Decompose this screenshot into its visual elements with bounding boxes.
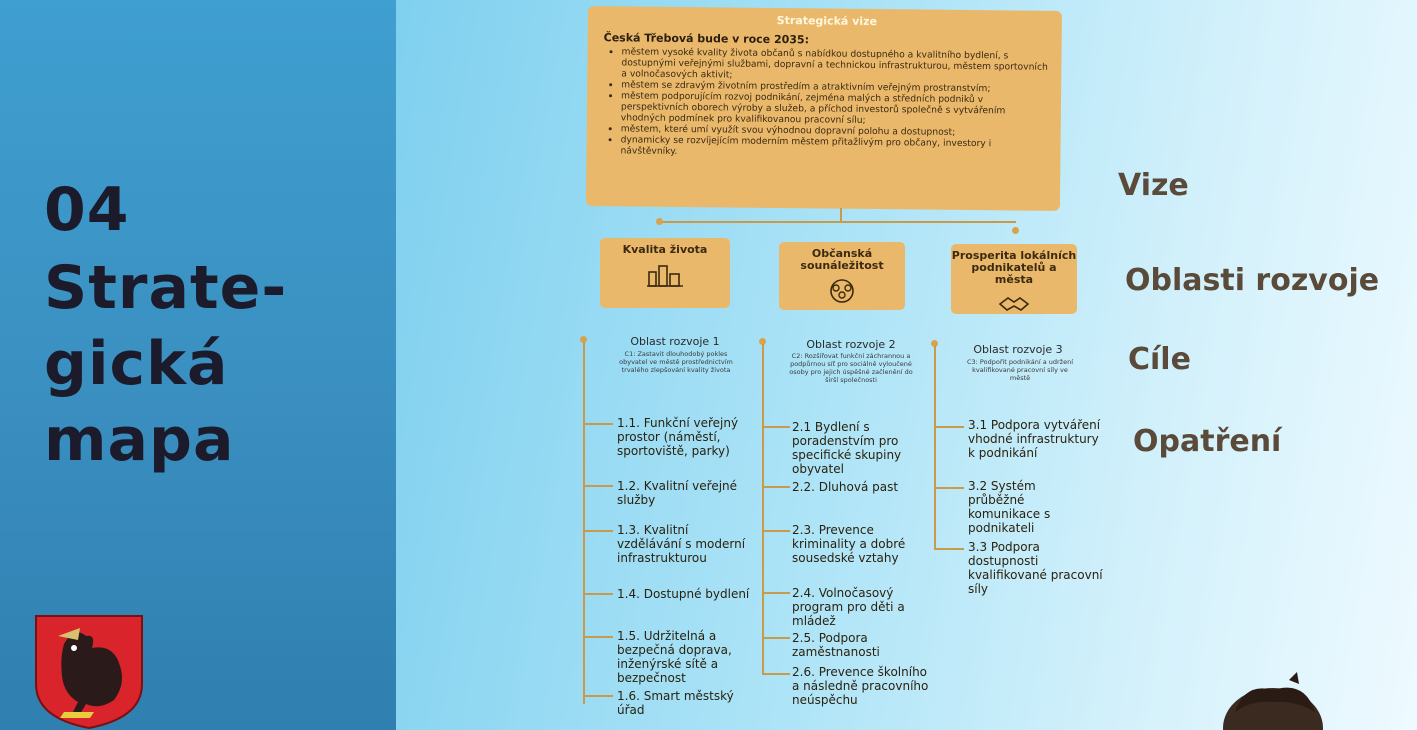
branch [762, 673, 790, 675]
branch [583, 485, 613, 487]
measure-item: 1.1. Funkční veřejný prostor (náměstí, sportoviště, parky) [617, 416, 739, 458]
people-icon [825, 278, 859, 304]
area-label: Kvalita života [622, 243, 708, 256]
column-2-goal: C2: Rozšířovat funkční záchrannou a podpůrnou síť pro sociálně vyloučené osoby pro jejich úspěšné začlenění do širší společnosti [789, 352, 913, 384]
measure-item: 1.6. Smart městský úřad [617, 689, 734, 717]
column-2-heading: Oblast rozvoje 2 [806, 338, 896, 351]
section-number: 04 [44, 175, 130, 245]
column-line-3 [934, 346, 936, 549]
area-box-2 [779, 242, 905, 310]
measure-item: 2.3. Prevence kriminality a dobré sousedské vztahy [792, 523, 906, 565]
branch [762, 426, 790, 428]
branch [762, 637, 790, 639]
vision-bullet: • městem podporujícím rozvoj podnikání, zejména malých a středních podniků v perspektivních oborech výroby a služeb, a příchod investorů společně s vytvářením vhodných podmínek pro kvalifikovanou pracovní sílu; [621, 90, 1049, 127]
area-box-3 [951, 244, 1077, 314]
vision-box [586, 6, 1062, 211]
measure-item: 3.2 Systém průběžné komunikace s podnikateli [968, 479, 1051, 535]
area-box-1 [600, 238, 730, 308]
measure-item: 1.5. Udržitelná a bezpečná doprava, inženýrské sítě a bezpečnost [617, 629, 732, 685]
branch [934, 548, 964, 550]
section-title-line-3: mapa [44, 405, 235, 475]
measure-item: 2.6. Prevence školního a následně pracovního neúspěchu [792, 665, 929, 707]
measure-item: 1.2. Kvalitní veřejné služby [617, 479, 738, 507]
area-label: Prosperita lokálních podnikatelů a města [951, 249, 1077, 286]
branch [762, 530, 790, 532]
measure-item: 3.3 Podpora dostupnosti kvalifikované pracovní síly [968, 540, 1103, 596]
branch [934, 487, 964, 489]
vision-heading: Česká Třebová bude v roce 2035: [603, 31, 810, 47]
left-panel [0, 0, 396, 730]
branch [583, 636, 613, 638]
branch [583, 530, 613, 532]
measure-item: 2.1 Bydlení s poradenstvím pro specifické skupiny obyvatel [792, 420, 902, 476]
side-label-cile: Cíle [1128, 342, 1191, 377]
branch [583, 593, 613, 595]
measure-item: 2.5. Podpora zaměstnanosti [792, 631, 880, 659]
column-3-heading: Oblast rozvoje 3 [973, 343, 1063, 356]
side-label-oblasti: Oblasti rozvoje [1125, 263, 1380, 298]
vision-bullet: • dynamicky se rozvíjejícím moderním městem přitažlivým pro občany, investory i návštěvníky. [620, 134, 1048, 160]
column-3-goal: C3: Podpořit podnikání a udržení kvalifikované pracovní síly ve městě [967, 358, 1073, 382]
connector [840, 208, 842, 222]
vision-bullet: • městem, které umí využít svou výhodnou dopravní polohu a dostupnost; [621, 123, 1049, 138]
side-label-opatreni: Opatření [1133, 424, 1282, 459]
branch [583, 695, 613, 697]
connector-dot [656, 218, 663, 225]
measure-item: 2.4. Volnočasový program pro děti a mládež [792, 586, 905, 628]
column-1-heading: Oblast rozvoje 1 [630, 335, 720, 348]
coat-of-arms-icon [34, 614, 144, 730]
column-line-2 [762, 344, 764, 674]
vision-bullet: • městem se zdravým životním prostředím a atraktivním veřejným prostranstvím; [621, 79, 1049, 94]
presenter-head [1215, 672, 1325, 730]
vision-bullet-list [602, 46, 1049, 161]
vision-bullet: • městem vysoké kvality života občanů s nabídkou dostupného a kvalitního bydlení, s dostupnými veřejnými službami, dopravní a technickou infrastrukturou, městem sportovních a volnočasových aktivit; [621, 46, 1049, 83]
branch [762, 592, 790, 594]
branch [762, 486, 790, 488]
measure-item: 3.1 Podpora vytváření vhodné infrastruktury k podnikání [968, 418, 1101, 460]
section-title-line-2: gická [44, 329, 229, 399]
measure-item: 1.4. Dostupné bydlení [617, 587, 750, 601]
area-label: Občanská sounáležitost [800, 247, 884, 272]
measure-item: 1.3. Kvalitní vzdělávání s moderní infrastrukturou [617, 523, 746, 565]
measure-item: 2.2. Dluhová past [792, 480, 899, 494]
buildings-icon [645, 262, 685, 288]
column-line-1 [583, 342, 585, 704]
vision-title: Strategická vize [776, 13, 878, 29]
connector-dot [1012, 227, 1019, 234]
handshake-icon [997, 292, 1031, 314]
connector [660, 221, 1016, 223]
branch [583, 423, 613, 425]
side-label-vize: Vize [1118, 168, 1189, 203]
section-title-line-1: Strate- [44, 253, 288, 323]
column-1-goal: C1: Zastavit dlouhodobý pokles obyvatel ve městě prostřednictvím trvalého zlepšování kvality života [619, 350, 733, 374]
branch [934, 426, 964, 428]
